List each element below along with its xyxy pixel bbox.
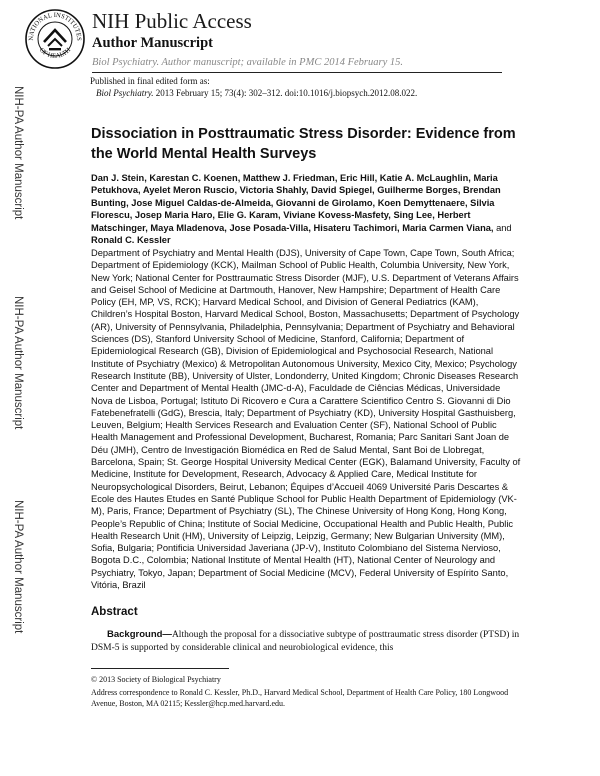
affiliations: Department of Psychiatry and Mental Health (DJS), University of Cape Town, Cape Town, South Africa; Department of Epidemiology (KCK), Mailman School of Public Health, Columbia University, New York, New York; National Center for Posttraumatic Stress Disorder (MJF), U.S. Department of Veterans Affairs and Geisel School of Medicine at Dartmouth, Hanover, New Hampshire; Department of Health Care Policy (EH, MP, VS, RCK); Harvard Medical School, and Division of General Pediatrics (KAM), Children’s Hospital Boston, Harvard Medical School, Boston, Massachusetts; Department of Psychology (AR), University of Pennsylvania, Philadelphia, Pennsylvania; Department of Psychiatry and Behavioral Sciences (DS), Stanford University School of Medicine, Stanford, California; Department of Epidemiological Research (GB), Division of Epidemiological and Psychosocial Research, National Institute of Psychiatry (Mexico) & Metropolitan Autonomous University, Mexico City, Mexico; Psychology Research Institute (BB), University of Ulster, Londonderry, United Kingdom; Chronic Diseases Research Center and Department of Mental Health (JMC-d-A), Faculdade de Ciências Médicas, Universidade Nova de Lisboa, Portugal; Istituto Di Ricovero e Cura a Carattere Scientifico Centro S. Giovanni di Dio Fatebenefratelli (GdG), Brescia, Italy; Department of Psychiatry (KD), University Hospital Gasthuisberg, Leuven, Belgium; Health Services Research and Evaluation Center (SF), National School of Public Health Management and Professional Development, Bucharest, Romania; Parc Sanitari Sant Joan de Déu (JMH), Centro de Investigación Biomédica en Red de Salud Mental, Sant Boi de Llobregat, Barcelona, Spain; St. George Hospital University Medical Center (EGK), Balamand University, Faculty of Medicine, Institute for Development, Research, Advocacy & Applied Care, Medical Institute for Neuropsychological Disorders, Beirut, Lebanon; Équipes d’Accueil 4069 Université Paris Descartes & Ecole des Hautes Etudes en Santé Publique School for Public Health Department of Epidemiology (VK-M), Paris, France; Department of Psychiatry (SL), The Chinese University of Hong Kong, Hong Kong, People’s Republic of China; Institute of Social Medicine, Occupational Health and Public Health, Public Health Research Unit (HM), University of Leipzig, Leipzig, Germany; New Bulgarian University (MM), Sofia, Bulgaria; Pontificia Universidad Javeriana (JP-V), Instituto Colombiano del Sistema Nervioso, Bogota D.C., Colombia; National Institute of Mental Health (HT), National Center of Neurology and Psychiatry, Tokyo, Japan; Department of Social Medicine (MCV), Federal University of Espírito Santo, Vitória, Brazil <box>91 248 521 591</box>
nih-public-access-title: NIH Public Access <box>92 9 252 33</box>
abstract-heading: Abstract <box>91 606 138 618</box>
side-label-top: NIH-PA Author Manuscript <box>12 86 24 220</box>
citation-journal: Biol Psychiatry. <box>96 88 154 98</box>
background-text: Although the proposal for a dissociative subtype of posttraumatic stress disorder (PTSD) in DSM-5 is supported by considerable clinical and neurobiological evidence, this <box>91 630 520 653</box>
citation-details: 2013 February 15; 73(4): 302–312. doi:10.1016/j.biopsych.2012.08.022. <box>155 88 418 98</box>
article-title: Dissociation in Posttraumatic Stress Disorder: Evidence from the World Mental Health Surveys <box>91 126 516 162</box>
author-list <box>91 172 521 246</box>
footnote-divider <box>91 668 229 669</box>
availability-text: Author manuscript; available in PMC 2014 February 15. <box>161 57 403 68</box>
background-label: Background— <box>107 629 172 640</box>
side-label-bottom: NIH-PA Author Manuscript <box>12 500 24 634</box>
authors-last: Ronald C. Kessler <box>91 235 171 246</box>
side-label-middle: NIH-PA Author Manuscript <box>12 296 24 430</box>
citation-line <box>96 88 417 99</box>
authors-and: and <box>496 222 512 233</box>
authors-names: Dan J. Stein, Karestan C. Koenen, Matthew J. Friedman, Eric Hill, Katie A. McLaughlin, Maria Petukhova, Ayelet Meron Ruscio, Victoria Shahly, David Spiegel, Guilherme Borges, Brendan Bunting, Jose Miguel Caldas-de-Almeida, Giovanni de Girolamo, Koen Demyttenaere, Silvia Florescu, Josep Maria Haro, Elie G. Karam, Viviane Kovess-Masfety, Sing Lee, Herbert Matschinger, Maya Mladenova, Jose Posada-Villa, Hisateru Tachimori, Maria Carmen Viana, <box>91 173 501 233</box>
correspondence-address: Address correspondence to Ronald C. Kessler, Ph.D., Harvard Medical School, Department of Health Care Policy, 180 Longwood Avenue, Boston, MA 02115; Kessler@hcp.med.harvard.edu. <box>91 688 509 708</box>
published-in-label: Published in final edited form as: <box>90 76 210 86</box>
copyright-notice: © 2013 Society of Biological Psychiatry <box>91 675 221 684</box>
seal-text-top: NATIONAL INSTITUTES <box>27 11 83 41</box>
abstract-background <box>91 628 521 655</box>
header-divider <box>92 72 502 73</box>
availability-line <box>92 56 403 69</box>
seal-text-bottom: OF HEALTH <box>37 46 73 60</box>
nih-seal-logo <box>24 8 86 70</box>
availability-journal: Biol Psychiatry. <box>92 57 160 68</box>
author-manuscript-label: Author Manuscript <box>92 35 213 51</box>
